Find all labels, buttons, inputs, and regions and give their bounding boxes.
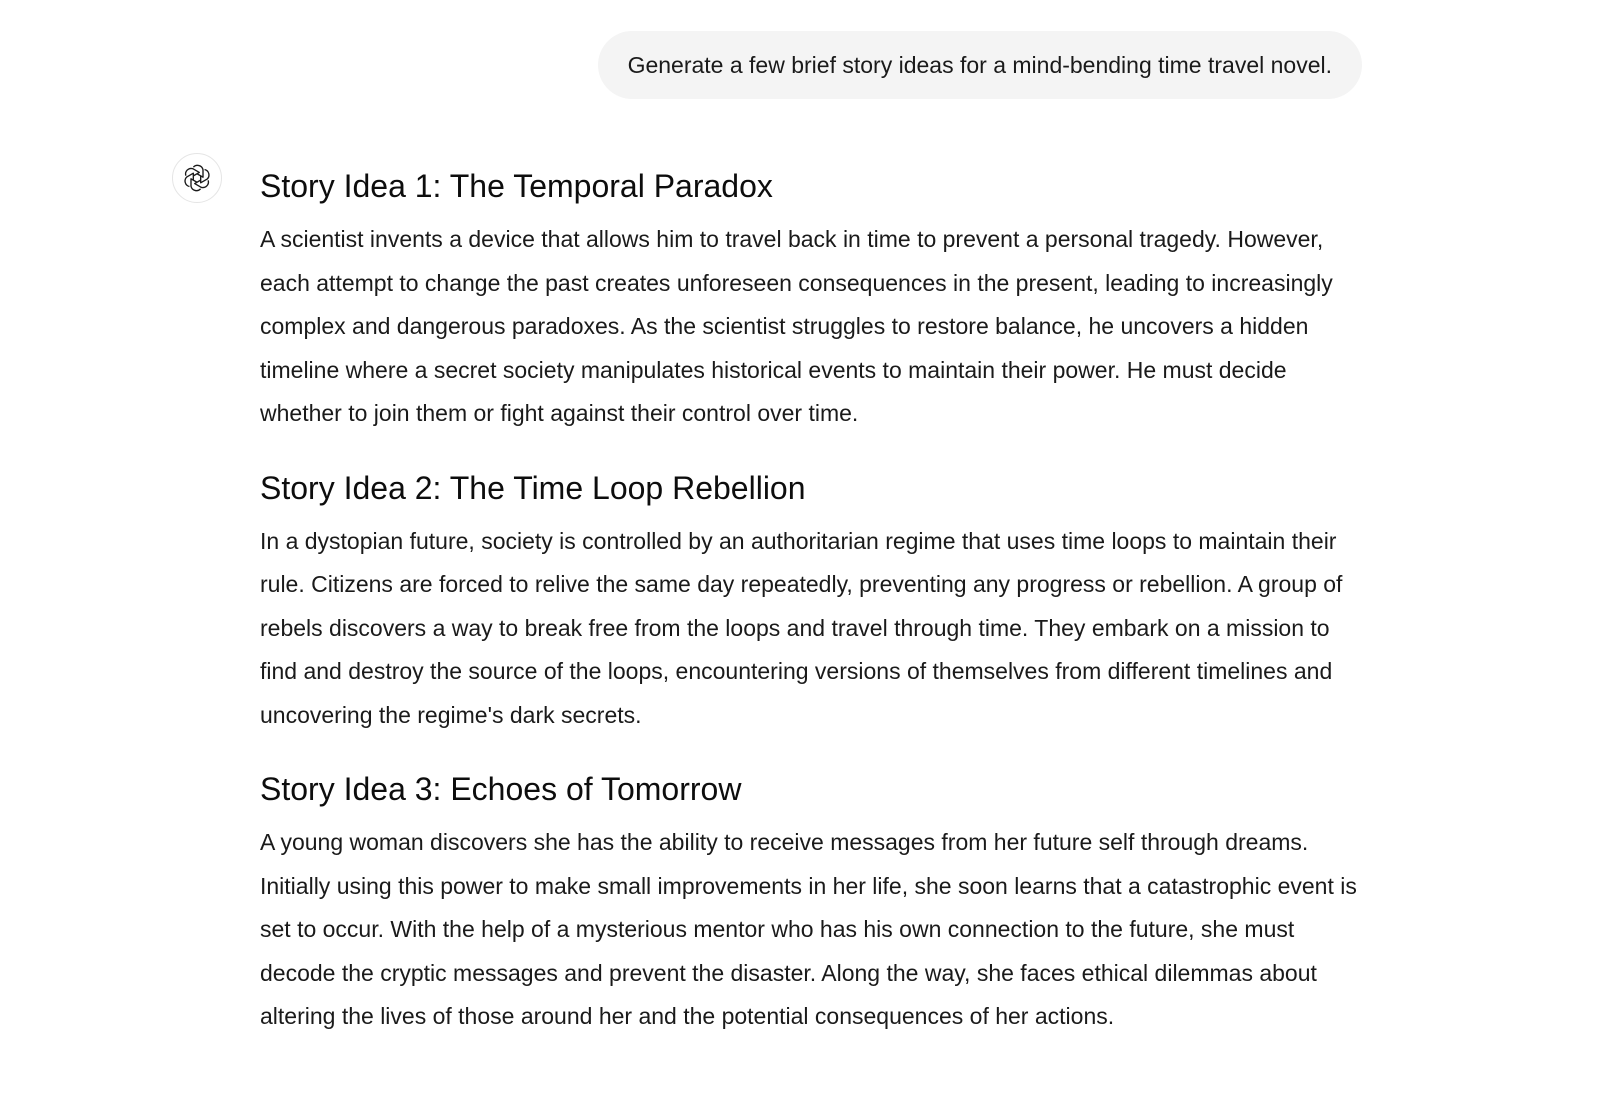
story-idea-section: [260, 763, 1360, 1039]
user-message-row: [598, 31, 1362, 99]
openai-logo-icon: [181, 162, 213, 194]
story-idea-body: A scientist invents a device that allows him to travel back in time to prevent a personal tragedy. However, each attempt to change the past creates unforeseen consequences in the present, leading to increasingly complex and dangerous paradoxes. As the scientist struggles to restore balance, he uncovers a hidden timeline where a secret society manipulates historical events to maintain their power. He must decide whether to join them or fight against their control over time.: [260, 226, 1333, 426]
story-idea-title: Story Idea 3: Echoes of Tomorrow: [260, 771, 742, 807]
story-idea-title: Story Idea 1: The Temporal Paradox: [260, 168, 773, 204]
user-message-bubble: Generate a few brief story ideas for a mind-bending time travel novel.: [598, 31, 1362, 99]
story-idea-body: In a dystopian future, society is controlled by an authoritarian regime that uses time loops to maintain their rule. Citizens are forced to relive the same day repeatedly, preventing any progress or rebellion. A group of rebels discovers a way to break free from the loops and travel through time. They embark on a mission to find and destroy the source of the loops, encountering versions of themselves from different timelines and uncovering the regime's dark secrets.: [260, 527, 1343, 728]
assistant-response: [260, 160, 1360, 1039]
story-idea-section: [260, 462, 1360, 738]
story-idea-section: [260, 160, 1360, 436]
story-idea-body: A young woman discovers she has the ability to receive messages from her future self through dreams. Initially using this power to make small improvements in her life, she soon learns that a catastrophic event is set to occur. With the help of a mysterious mentor who has his own connection to the future, she must decode the cryptic messages and prevent the disaster. Along the way, she faces ethical dilemmas about altering the lives of those around her and the potential consequences of her actions.: [260, 829, 1357, 1029]
story-idea-title: Story Idea 2: The Time Loop Rebellion: [260, 469, 806, 506]
assistant-avatar: [172, 153, 222, 203]
